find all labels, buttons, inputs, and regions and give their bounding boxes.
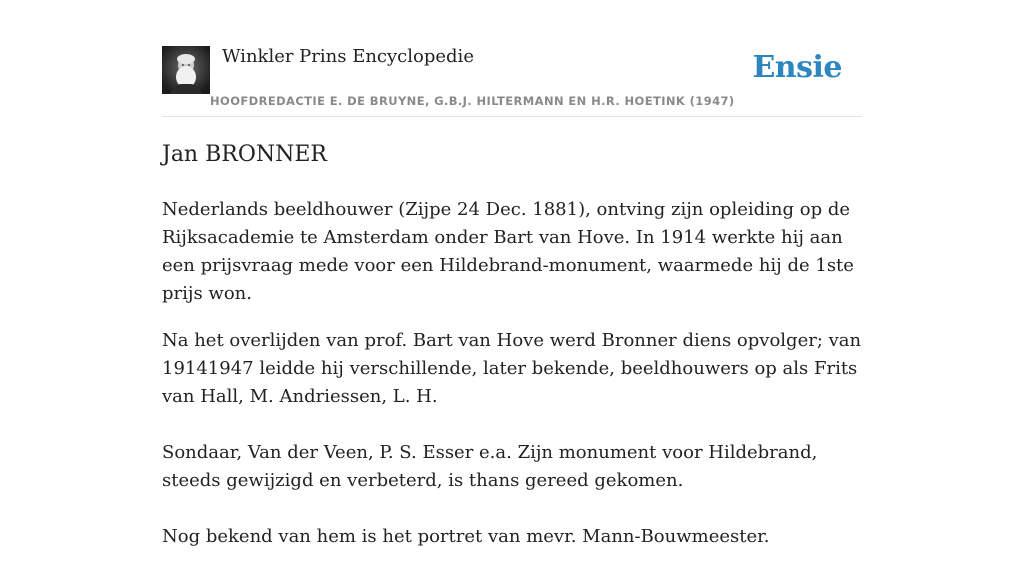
paragraph: Nederlands beeldhouwer (Zijpe 24 Dec. 1881), ontving zijn opleiding op de Rijksacademie te Amsterdam onder Bart van Hove. In 1914 werkte hij aan een prijsvraag mede voor een Hildebrand-monument, waarmede hij de 1ste prijs won. [162, 199, 854, 304]
source-title[interactable]: Winkler Prins Encyclopedie [222, 46, 474, 67]
paragraph: Nog bekend van hem is het portret van mevr. Mann-Bouwmeester. [162, 526, 770, 547]
article [162, 140, 862, 570]
paragraph: Sondaar, Van der Veen, P. S. Esser e.a. Zijn monument voor Hildebrand, steeds gewijzigd en verbeterd, is thans gereed gekomen. [162, 442, 818, 491]
author-portrait-avatar[interactable] [162, 46, 210, 94]
editors-line: HOOFDREDACTIE E. DE BRUYNE, G.B.J. HILTERMANN EN H.R. HOETINK (1947) [210, 94, 735, 108]
brand-logo[interactable]: Ensie [752, 50, 842, 85]
source-header [162, 44, 862, 117]
paragraph: Na het overlijden van prof. Bart van Hove werd Bronner diens opvolger; van 19141947 leidde hij verschillende, later bekende, beeldhouwers op als Frits van Hall, M. Andriessen, L. H. [162, 330, 862, 407]
portrait-image [162, 46, 210, 94]
article-title: Jan BRONNER [162, 142, 327, 167]
